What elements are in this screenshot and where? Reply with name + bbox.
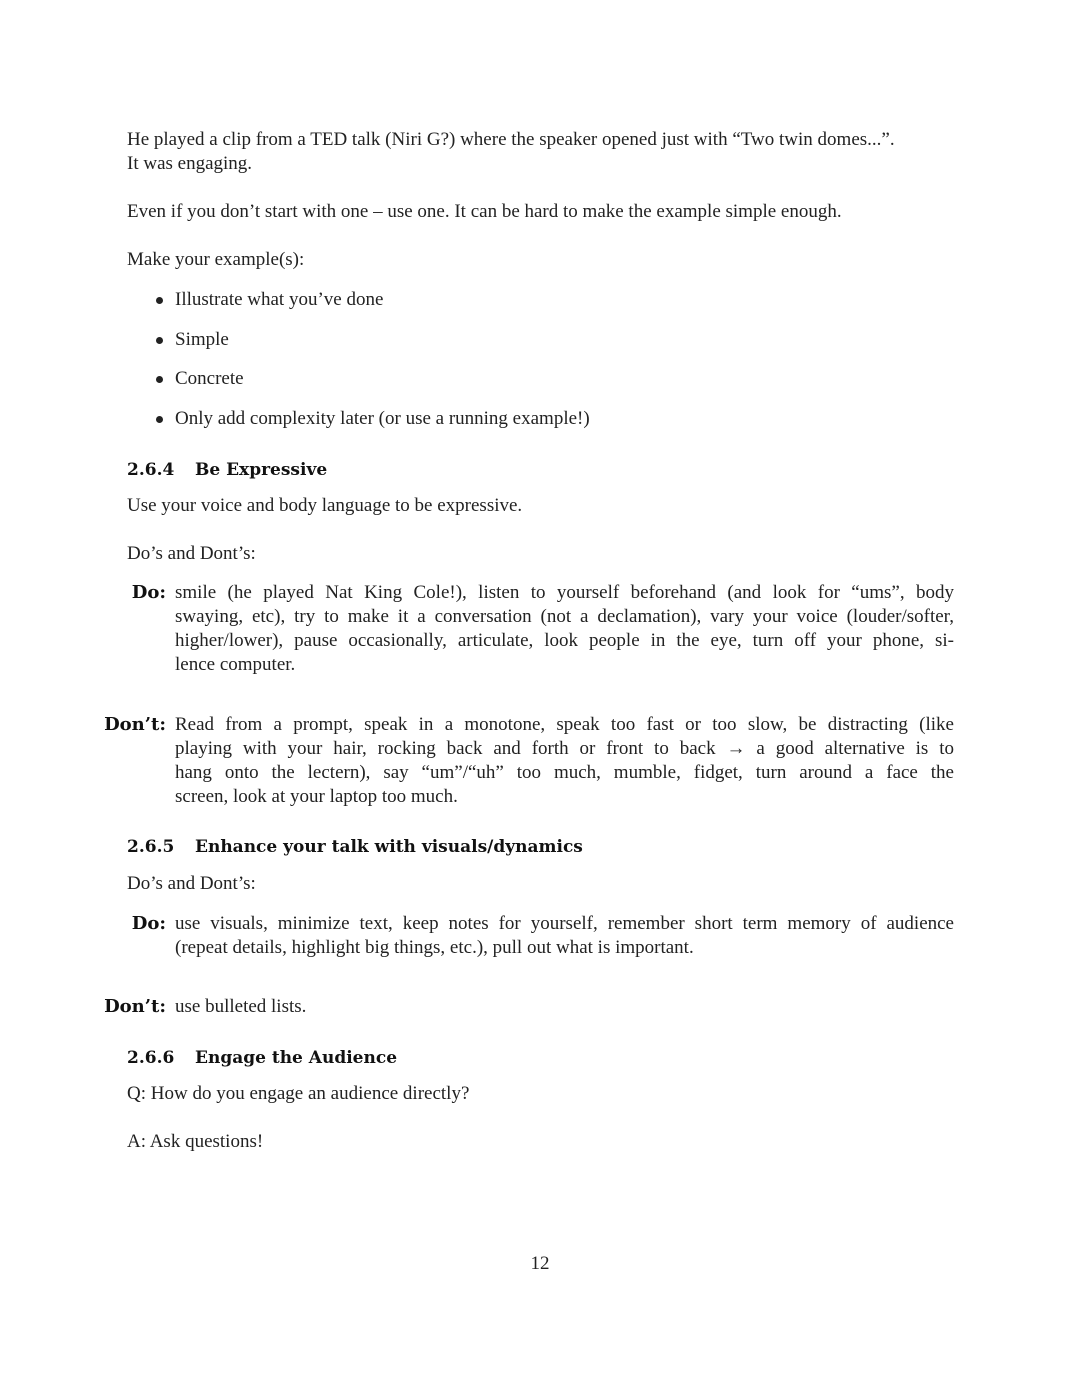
section-heading-2-6-4 — [127, 458, 327, 482]
do-term: Do: — [131, 582, 166, 603]
dont-description — [175, 995, 954, 1019]
bullet-icon — [156, 416, 163, 423]
dont-term: Don’t: — [104, 996, 166, 1017]
do-term: Do: — [131, 913, 166, 934]
do-line: swaying, etc), try to make it a conversation (not a declamation), vary your voice (louder/softer, — [175, 606, 954, 627]
question-text: Q: How do you engage an audience directly? — [127, 1083, 470, 1104]
use-example-paragraph: Even if you don’t start with one – use one. It can be hard to make the example simple enough. — [127, 201, 842, 222]
list-item-text: Concrete — [175, 368, 244, 389]
dont-line: hang onto the lectern), say “um”/“uh” too much, mumble, fidget, turn around a face the — [175, 762, 954, 783]
section-title: Enhance your talk with visuals/dynamics — [195, 837, 583, 857]
bullet-icon — [156, 337, 163, 344]
ted-clip-paragraph-line-1: He played a clip from a TED talk (Niri G?) where the speaker opened just with “Two twin domes...”. — [127, 129, 895, 150]
make-examples-label: Make your example(s): — [127, 249, 305, 270]
dont-line: use bulleted lists. — [175, 996, 307, 1017]
list-item-text: Illustrate what you’ve done — [175, 289, 384, 310]
section-number: 2.6.5 — [127, 837, 175, 857]
answer-text: A: Ask questions! — [127, 1131, 264, 1152]
dont-line: screen, look at your laptop too much. — [175, 786, 458, 807]
ted-clip-paragraph-line-2: It was engaging. — [127, 153, 253, 174]
section-heading-2-6-6 — [127, 1046, 397, 1070]
do-line: (repeat details, highlight big things, etc.), pull out what is important. — [175, 937, 694, 958]
do-description — [175, 912, 954, 960]
dos-donts-label: Do’s and Dont’s: — [127, 543, 256, 564]
section-number: 2.6.4 — [127, 460, 175, 480]
dos-donts-label: Do’s and Dont’s: — [127, 873, 256, 894]
page-number: 12 — [530, 1253, 550, 1274]
expressive-intro: Use your voice and body language to be expressive. — [127, 495, 523, 516]
section-title: Be Expressive — [195, 460, 328, 480]
list-item-text: Only add complexity later (or use a running example!) — [175, 408, 590, 429]
do-line: use visuals, minimize text, keep notes for yourself, remember short term memory of audience — [175, 913, 954, 934]
section-heading-2-6-5 — [127, 835, 583, 859]
bullet-icon — [156, 376, 163, 383]
bullet-icon — [156, 297, 163, 304]
list-item-text: Simple — [175, 329, 229, 350]
do-line: smile (he played Nat King Cole!), listen to yourself beforehand (and look for “ums”, body — [175, 582, 954, 603]
dont-line: Read from a prompt, speak in a monotone, speak too fast or too slow, be distracting (like — [175, 714, 954, 735]
dont-description — [175, 713, 954, 809]
do-line: lence computer. — [175, 654, 296, 675]
dont-line: playing with your hair, rocking back and forth or front to back → a good alternative is to — [175, 738, 954, 759]
dont-term: Don’t: — [104, 714, 166, 735]
do-line: higher/lower), pause occasionally, articulate, look people in the eye, turn off your phone, si- — [175, 630, 954, 651]
do-description — [175, 581, 954, 677]
section-number: 2.6.6 — [127, 1048, 175, 1068]
section-title: Engage the Audience — [195, 1048, 398, 1068]
